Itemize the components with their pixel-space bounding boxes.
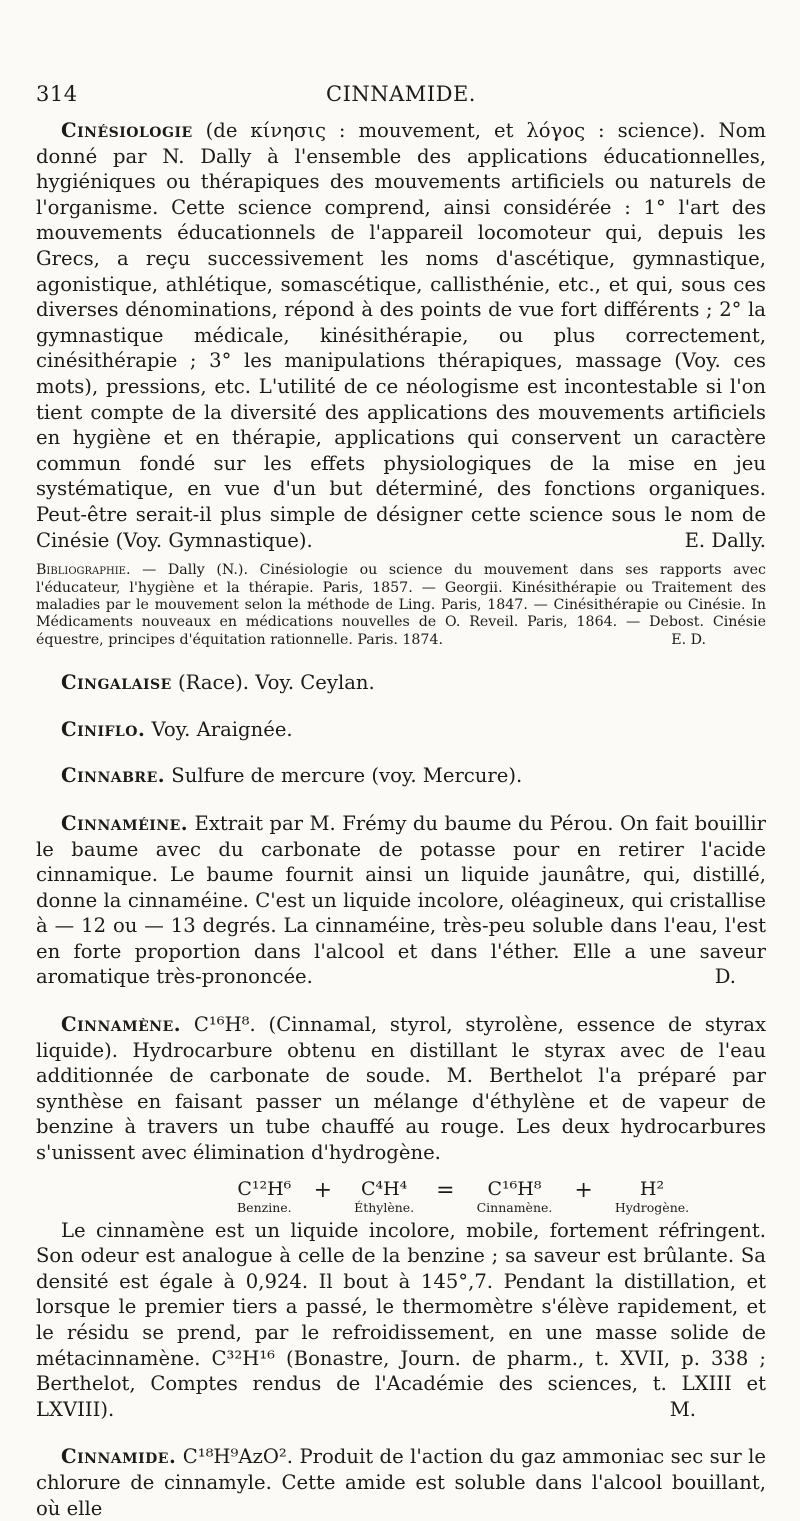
- equation-term: H² Hydrogène.: [614, 1177, 690, 1215]
- entry-cinnabre: [61, 763, 766, 789]
- page-number: 314: [36, 82, 78, 106]
- entry-headword: Cinésiologie: [61, 119, 193, 142]
- bibliography-label: Bibliographie.: [36, 562, 131, 579]
- entry-text: Extrait par M. Frémy du baume du Pérou. On fait bouillir le baume avec du carbonate de potasse pour en retirer l'acide cinnamique. Le baume fournit ainsi un liquide jaunâtre, qui, distillé, donne la cinnaméine. C'est un liquide incolore, oléagineux, qui cristallise à — 12 ou — 13 degrés. La cinnaméine, très-peu soluble dans l'eau, l'est en forte proportion dans l'alcool et dans l'éther. Elle a une saveur aromatique très-prononcée.: [36, 811, 766, 989]
- page-header: [36, 82, 766, 118]
- entry-text: Voy. Araignée.: [145, 717, 293, 741]
- entry-headword: Cingalaise: [61, 671, 172, 695]
- entry-text: (Cinnamal, styrol, styrolène, essence de styrax liquide). Hydrocarbure obtenu en distillant le styrax avec de l'eau additionnée de carbonate de soude. M. Berthelot l'a préparé par synthèse en faisant passer un mélange d'éthylène et de vapeur de benzine à travers un tube chauffé au rouge. Les deux hydrocarbures s'unissent avec élimination d'hydrogène.: [36, 1013, 767, 1165]
- equation-term: C¹⁶H⁸ Cinnamène.: [476, 1177, 553, 1215]
- entry-cinnameine: [36, 811, 766, 990]
- entry-text: Le cinnamène est un liquide incolore, mobile, fortement réfringent. Son odeur est analogue à celle de la benzine ; sa saveur est brûlante. Sa densité est égale à 0,924. Il bout à 145°,7. Pendant la distillation, et lorsque le premier tiers a passé, le thermomètre s'élève rapidement, et le résidu se prend, par le refroidissement, en une masse solide de métacinnamène. C³²H¹⁶ (Bonastre, Journ. de pharm., t. XVII, p. 338 ; Berthelot, Comptes rendus de l'Académie des sciences, t. LXIII et LXVIII).: [36, 1218, 766, 1421]
- equation-operator: =: [436, 1177, 455, 1203]
- entry-headword: Cinnabre.: [61, 764, 166, 788]
- entry-cinnamene: [36, 1012, 766, 1166]
- bibliography-text: — Dally (N.). Cinésiologie ou science du mouvement dans ses rapports avec l'éducateur, l'hygiène et la thérapie. Paris, 1857. — Georgii. Kinésithérapie ou Traitement des maladies par le mouvement selon la méthode de Ling. Paris, 1847. — Cinésithérapie ou Cinésie. In Médicaments nouveaux en médications nouvelles de O. Reveil. Paris, 1864. — Debost. Cinésie équestre, principes d'équitation rationnelle. Paris. 1874.: [36, 562, 766, 648]
- entry-cinnamene-continued: [36, 1218, 766, 1423]
- entry-signature: E. Dally.: [684, 528, 766, 552]
- entry-ciniflo: [61, 717, 766, 743]
- dictionary-page: [36, 82, 766, 1521]
- entry-signature: D.: [714, 965, 736, 989]
- entry-cinnamide: [36, 1444, 766, 1521]
- entry-cingalaise: [61, 670, 766, 696]
- equation-operator: +: [313, 1177, 333, 1203]
- entry-text: Produit de l'action du gaz ammoniac sec sur le chlorure de cinnamyle. Cette amide est soluble dans l'alcool bouillant, où elle: [36, 1445, 767, 1520]
- entry-text: (Race). Voy. Ceylan.: [171, 671, 375, 695]
- entry-headword: Cinnaméine.: [61, 811, 189, 835]
- entry-formula: C¹⁶H⁸.: [193, 1013, 256, 1037]
- running-title: CINNAMIDE.: [326, 82, 476, 106]
- equation-operator: +: [574, 1177, 593, 1203]
- entry-headword: Ciniflo.: [61, 717, 146, 741]
- entry-cinesiologie: [36, 118, 766, 553]
- entry-text: Sulfure de mercure (voy. Mercure).: [165, 764, 523, 788]
- equation-term: C¹²H⁶ Benzine.: [237, 1177, 292, 1215]
- bibliography: [36, 562, 766, 649]
- entry-headword: Cinnamide.: [61, 1445, 177, 1469]
- entry-headword: Cinnamène.: [61, 1013, 182, 1037]
- equation-term: C⁴H⁴ Éthylène.: [354, 1177, 415, 1215]
- reaction-equation: [226, 1178, 766, 1216]
- entry-text: (de κίνησις : mouvement, et λόγος : science). Nom donné par N. Dally à l'ensemble des applications éducationnelles, hygiéniques ou thérapiques des mouvements artificiels ou naturels de l'organisme. Cette science comprend, ainsi considérée : 1° l'art des mouvements éducationnels de l'appareil locomoteur qui, depuis les Grecs, a reçu successivement les noms d'ascétique, gymnastique, agonistique, athlétique, somascétique, callisthénie, etc., et qui, sous ces diverses dénominations, répond à des points de vue fort différents ; 2° la gymnastique médicale, kinésithérapie, ou plus correctement, cinésithérapie ; 3° les manipulations thérapiques, massage (Voy. ces mots), pressions, etc. L'utilité de ce néologisme est incontestable si l'on tient compte de la diversité des applications des mouvements artificiels en hygiène et en thérapie, applications qui conservent un caractère commun fondé sur les effets physiologiques de la mise en jeu systématique, en vue d'un but déterminé, des fonctions organiques. Peut-être serait-il plus simple de désigner cette science sous le nom de Cinésie (Voy. Gymnastique).: [36, 119, 766, 552]
- entry-signature: M.: [669, 1397, 696, 1421]
- entry-formula: C¹⁸H⁹AzO².: [182, 1445, 293, 1469]
- bibliography-signature: E. D.: [671, 631, 706, 648]
